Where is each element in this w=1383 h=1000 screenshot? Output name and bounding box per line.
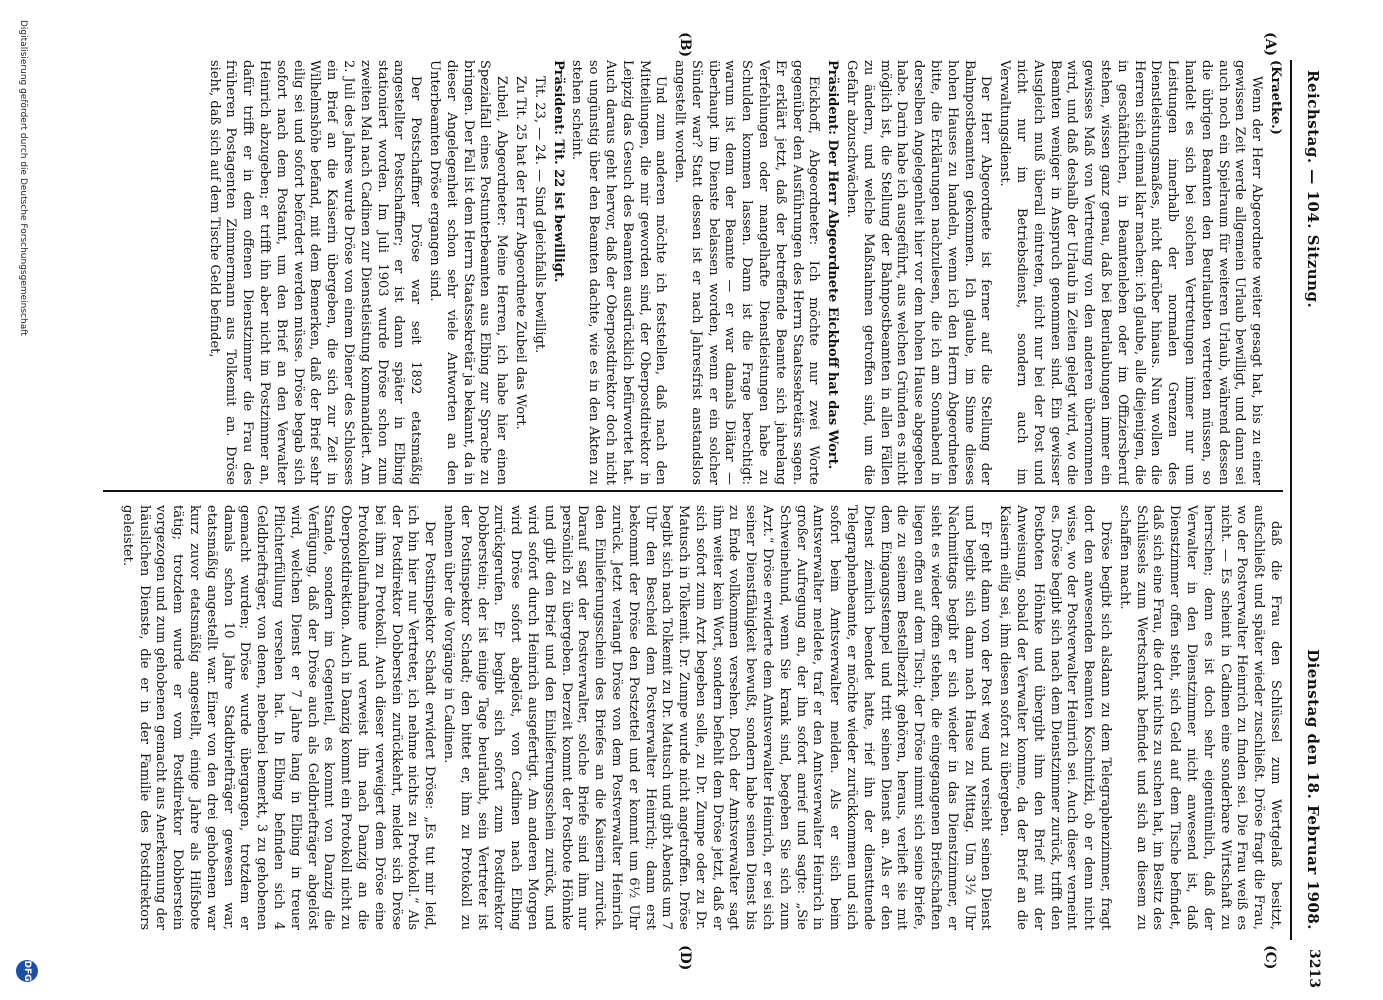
left-column	[103, 60, 1283, 485]
dfg-logo	[16, 960, 38, 982]
digitization-note: Digitalisierung gefördert durch die Deutsche Forschungsgemeinschaft	[18, 20, 28, 336]
page-number: 3213	[1306, 949, 1322, 988]
paragraph: Der Postinspektor Schadt erwidert Dröse: „Es tut mir leid, ich bin hier nur Vertreter, ich nehme nichts zu Protokoll.“ Als der Postdirektor Dobberstein zurückkehrt, meldet sich Dröse bei ihm zu Protokoll. Auch dieser verweigert dem Dröse eine Protokollaufnahme und verweist ihn nach Danzig an die Oberpostdirektion. Auch in Danzig kommt ein Protokoll nicht zu Stande, sondern im Gegenteil, es kommt von Danzig die Verfügung, daß der Dröse auch als Geldbriefträger abgelöst wird, welchen Dienst er 7 Jahre lang in Elbing in treuer Pflichterfüllung versehen hat. In Elbing befinden sich 4 Geldbriefträger, von denen, nebenbei bemerkt, 3 zu gehobenen gemacht wurden; Dröse wurde übergangen, trotzdem er damals schon 10 Jahre Stadtbriefträger gewesen war, etatsmäßig angestellt war. Einer von den drei gehobenen war kurz zuvor etatsmäßig angestellt, einige Jahre als Hilfsbote tätig; trotzdem wurde er vom Postdirektor Dobberstein vorgezogen und zum gehobenen gemacht aus Anerkennung der häuslichen Dienste, die er in der Familie des Postdirektors geleistet.	[119, 505, 438, 930]
paragraph: Der Herr Abgeordnete ist ferner auf die Stellung der Bahnpostbeamten gekommen. Ich glaube, im Sinne dieses hohen Hauses zu handeln, wenn ich den Herrn Abgeordneten bitte, die Erklärungen nachzulesen, die ich am Sonnabend in derselben Angelegenheit hier vor dem hohen Hause abgegeben habe. Darin habe ich ausgeführt, aus welchen Gründen es nicht möglich ist, die Stellung der Bahnpostbeamten in allen Fällen zu ändern, und welche Maßnahmen getroffen sind, um die Gefahr abzuschwächen.	[844, 60, 994, 485]
speaker-heading: Präsident: Tit. 22 ist bewilligt.	[550, 60, 566, 283]
paragraph: Dröse begibt sich alsdann zu dem Telegraphenzimmer, fragt dort den anwesenden Beamten Koschnitzki, ob er denn nicht wisse, wo der Postverwalter Heinrich sei. Auch dieser verneint es. Dröse begibt sich nach dem Dienstzimmer zurück, trifft den Postboten Höhnke und übergibt ihm den Brief mit der Anweisung, sobald der Verwalter komme, da der Brief an die Kaiserin eilig sei, ihm diesen sofort zu übergeben.	[997, 505, 1114, 930]
paragraph: Der Postschaffner Dröse war seit 1892 etatsmäßig angestellter Postschaffner; er ist dann später in Elbing stationiert worden. Im Juli 1903 wurde Dröse schon zum zweiten Mal nach Cadinen zur Dienstleistung kommandiert. Am 2. Juli des Jahres wurde Dröse von einem Diener des Schlosses ein Brief an die Kaiserin übergeben, die sich zur Zeit in Wilhelmshöhe befand, mit dem Bemerken, daß der Brief sehr eilig sei und sofort befördert werden müsse. Dröse begab sich sofort nach dem Postamt, um den Brief an den Verwalter Heinrich abzugeben; er trifft ihn aber nicht im Postzimmer an, dafür trifft er in dem offenen Dienstzimmer die Frau des früheren Postagenten Zimmermann aus Tolkemit an. Dröse sieht, daß sich auf dem Tische Geld befindet,	[206, 60, 424, 485]
header-left: Reichstag. — 104. Sitzung.	[1304, 70, 1322, 309]
marker-c: (C)	[1262, 945, 1278, 970]
marker-a: (A)	[1262, 32, 1278, 57]
paragraph: Er geht dann von der Post weg und versieht seinen Dienst und begibt sich dann nach Hause zu Mittag. Um 3½ Uhr Nachmittags begibt er sich wieder in das Dienstzimmer, er sieht es wieder offen stehen, die eingegangenen Briefschaften liegen offen auf dem Tisch; der Dröse nimmt sich seine Briefe, die zu seinem Bestellbezirk gehören, heraus, verlieft sie mit dem Eingangsstempel und tritt seinen Dienst an. Als er den Dienst ziemlich beendet hatte, rief ihn der diensttuende Telegraphenbeamte, er möchte wieder zurückkommen und sich sofort beim Amtsverwalter melden. Als er sich beim Amtsverwalter meldete, traf er den Amtsverwalter Heinrich in großer Aufregung an, der ihn sofort anrief und sagte: „Sie Schweinehund, wenn Sie krank sind, begeben Sie sich zum Arzt.“ Dröse erwiderte dem Amtsverwalter Heinrich, er sei sich seiner Dienstfähigkeit bewußt, sondern habe seinen Dienst bis zu Ende vollkommen versehen. Doch der Amtsverwalter sagt ihm weiter kein Wort, sondern befiehlt dem Dröse jetzt, daß er sich sofort zum Arzt begeben solle, zu Dr. Zumpe oder zu Dr. Matusch in Tolkemit. Dr. Zumpe wurde nicht angetroffen. Dröse begibt sich nach Tolkemit zu Dr. Matusch und gibt Abends um 7 Uhr den Bescheid dem Postverwalter Heinrich; dann erst bekommt der Dröse den Postzettel und er kommt um 6½ Uhr zurück. Jetzt verlangt Dröse von dem Postverwalter Heinrich den Einlieferungsschein des Briefes an die Kaiserin zurück. Darauf sagt der Postverwalter, solche Briefe sind ihm nur persönlich zu übergeben. Derzeit kommt der Postbote Höhnke und gibt den Brief und den Einlieferungsschein zurück, und wird sofort durch Heinrich ausgefertigt. Am anderen Morgen wird Dröse sofort abgelöst, von Cadinen nach Elbing zurückgerufen. Er begibt sich sofort zum Postdirektor Dobberstein; der ist einige Tage beurlaubt, sein Vertreter ist der Postinspektor Schadt; den bittet er, ihm zu Protokoll zu nehmen über die Vorgänge in Cadinen.	[440, 505, 994, 930]
paragraph: daß die Frau den Schlüssel zum Wertgelaß besitzt, aufschließt und später wieder zuschließt. Dröse fragt die Frau, wo der Postverwalter Heinrich zu finden sei. Die Frau weiß es nicht. — Es scheint in Cadinen eine sonderbare Wirtschaft zu herrschen; denn es ist doch sehr eigentümlich, daß der Verwalter in den Dienstzimmer nicht anwesend ist, daß Dienstzimmer offen steht, sich Geld auf dem Tische befindet, daß sich eine Frau, die dort nichts zu suchen hat, im Besitz des Schlüssels zum Wertschrank befindet und sich an diesem zu schaffen macht.	[1116, 505, 1283, 930]
dfg-logo-text: DFG	[22, 960, 32, 982]
paragraph: Zubeil, Abgeordneter: Meine Herren, ich habe hier einen Spezialfall eines Postunterbeamten aus Elbing zur Sprache zu bringen. Der Fall ist dem Herrn Staatssekretär ja bekannt, da in dieser Angelegenheit schon sehr viele Antworten an den Unterbeamten Dröse ergangen sind.	[426, 60, 510, 485]
page-header	[1290, 60, 1328, 988]
header-right: Dienstag den 18. Februar 1908.	[1304, 649, 1322, 930]
paragraph: Zu Tit. 25 hat der Herr Abgeordnete Zubeil das Wort.	[512, 76, 528, 430]
paragraph: Und zum anderen möchte ich feststellen, daß nach den Mitteilungen, die mir geworden sind, der Oberpostdirektor in Leipzig das Gesuch des Beamten ausdrücklich befürwortet hat. Auch daraus geht hervor, daß der Oberpostdirektor doch nicht so ungünstig über den Beamten dachte, wie es in den Akten zu stehen scheint.	[569, 60, 669, 485]
speaker-heading: Präsident: Der Herr Abgeordnete Eickhoff hat das Wort.	[825, 60, 841, 470]
right-column	[103, 505, 1283, 930]
column-divider	[103, 490, 1283, 492]
paragraph: Eickhoff, Abgeordneter: Ich möchte nur zwei Worte gegenüber den Ausführungen des Herrn Staatssekretärs sagen. Er erklärt jetzt, daß der betreffende Beamte sich jahrelang Verfehlungen oder mangelhafte Dienstleistungen habe zu Schulden kommen lassen. Dann ist die Frage berechtigt: warum ist denn der Beamte — er war damals Diätar — überhaupt im Dienste belassen worden, wenn er ein solcher Sünder war? Statt dessen ist er nach Jahresfrist anstandslos angestellt worden.	[672, 60, 822, 485]
paragraph: Wenn der Herr Abgeordnete weiter gesagt hat, bis zu einer gewissen Zeit werde allgemein Urlaub bewilligt, und dann sei auch noch ein Spielraum für weiteren Urlaub, während dessen die übrigen Beamten den Beurlaubten vertreten müssen, so handelt es sich bei solchen Vertretungen immer nur um Leistungen innerhalb der normalen Grenzen des Dienstleistungsmaßes, nicht darüber hinaus. Nun wollen die Herren sich einmal klar machen: ich glaube, alle diejenigen, die in geschäftlichen, in Beamtenleben oder im Offiziersberuf stehen, wissen ganz genau, daß bei Beurlaubungen immer ein gewisses Maß von Vertretung von den anderen übernommen wird, und daß deshalb der Urlaub in Zeiten gelegt wird, wo die Beamten weniger in Anspruch genommen sind. Ein gewisser Ausgleich muß überall eintreten, nicht nur bei der Post und nicht nur im Betriebsdienst, sondern auch im Verwaltungsdienst.	[997, 60, 1265, 485]
marker-b: (B)	[677, 32, 693, 58]
marker-d: (D)	[677, 945, 693, 971]
paragraph: Tit. 23, — 24. — Sind gleichfalls bewilligt.	[531, 76, 547, 354]
speaker-heading: (Kraetke.)	[1268, 60, 1283, 135]
